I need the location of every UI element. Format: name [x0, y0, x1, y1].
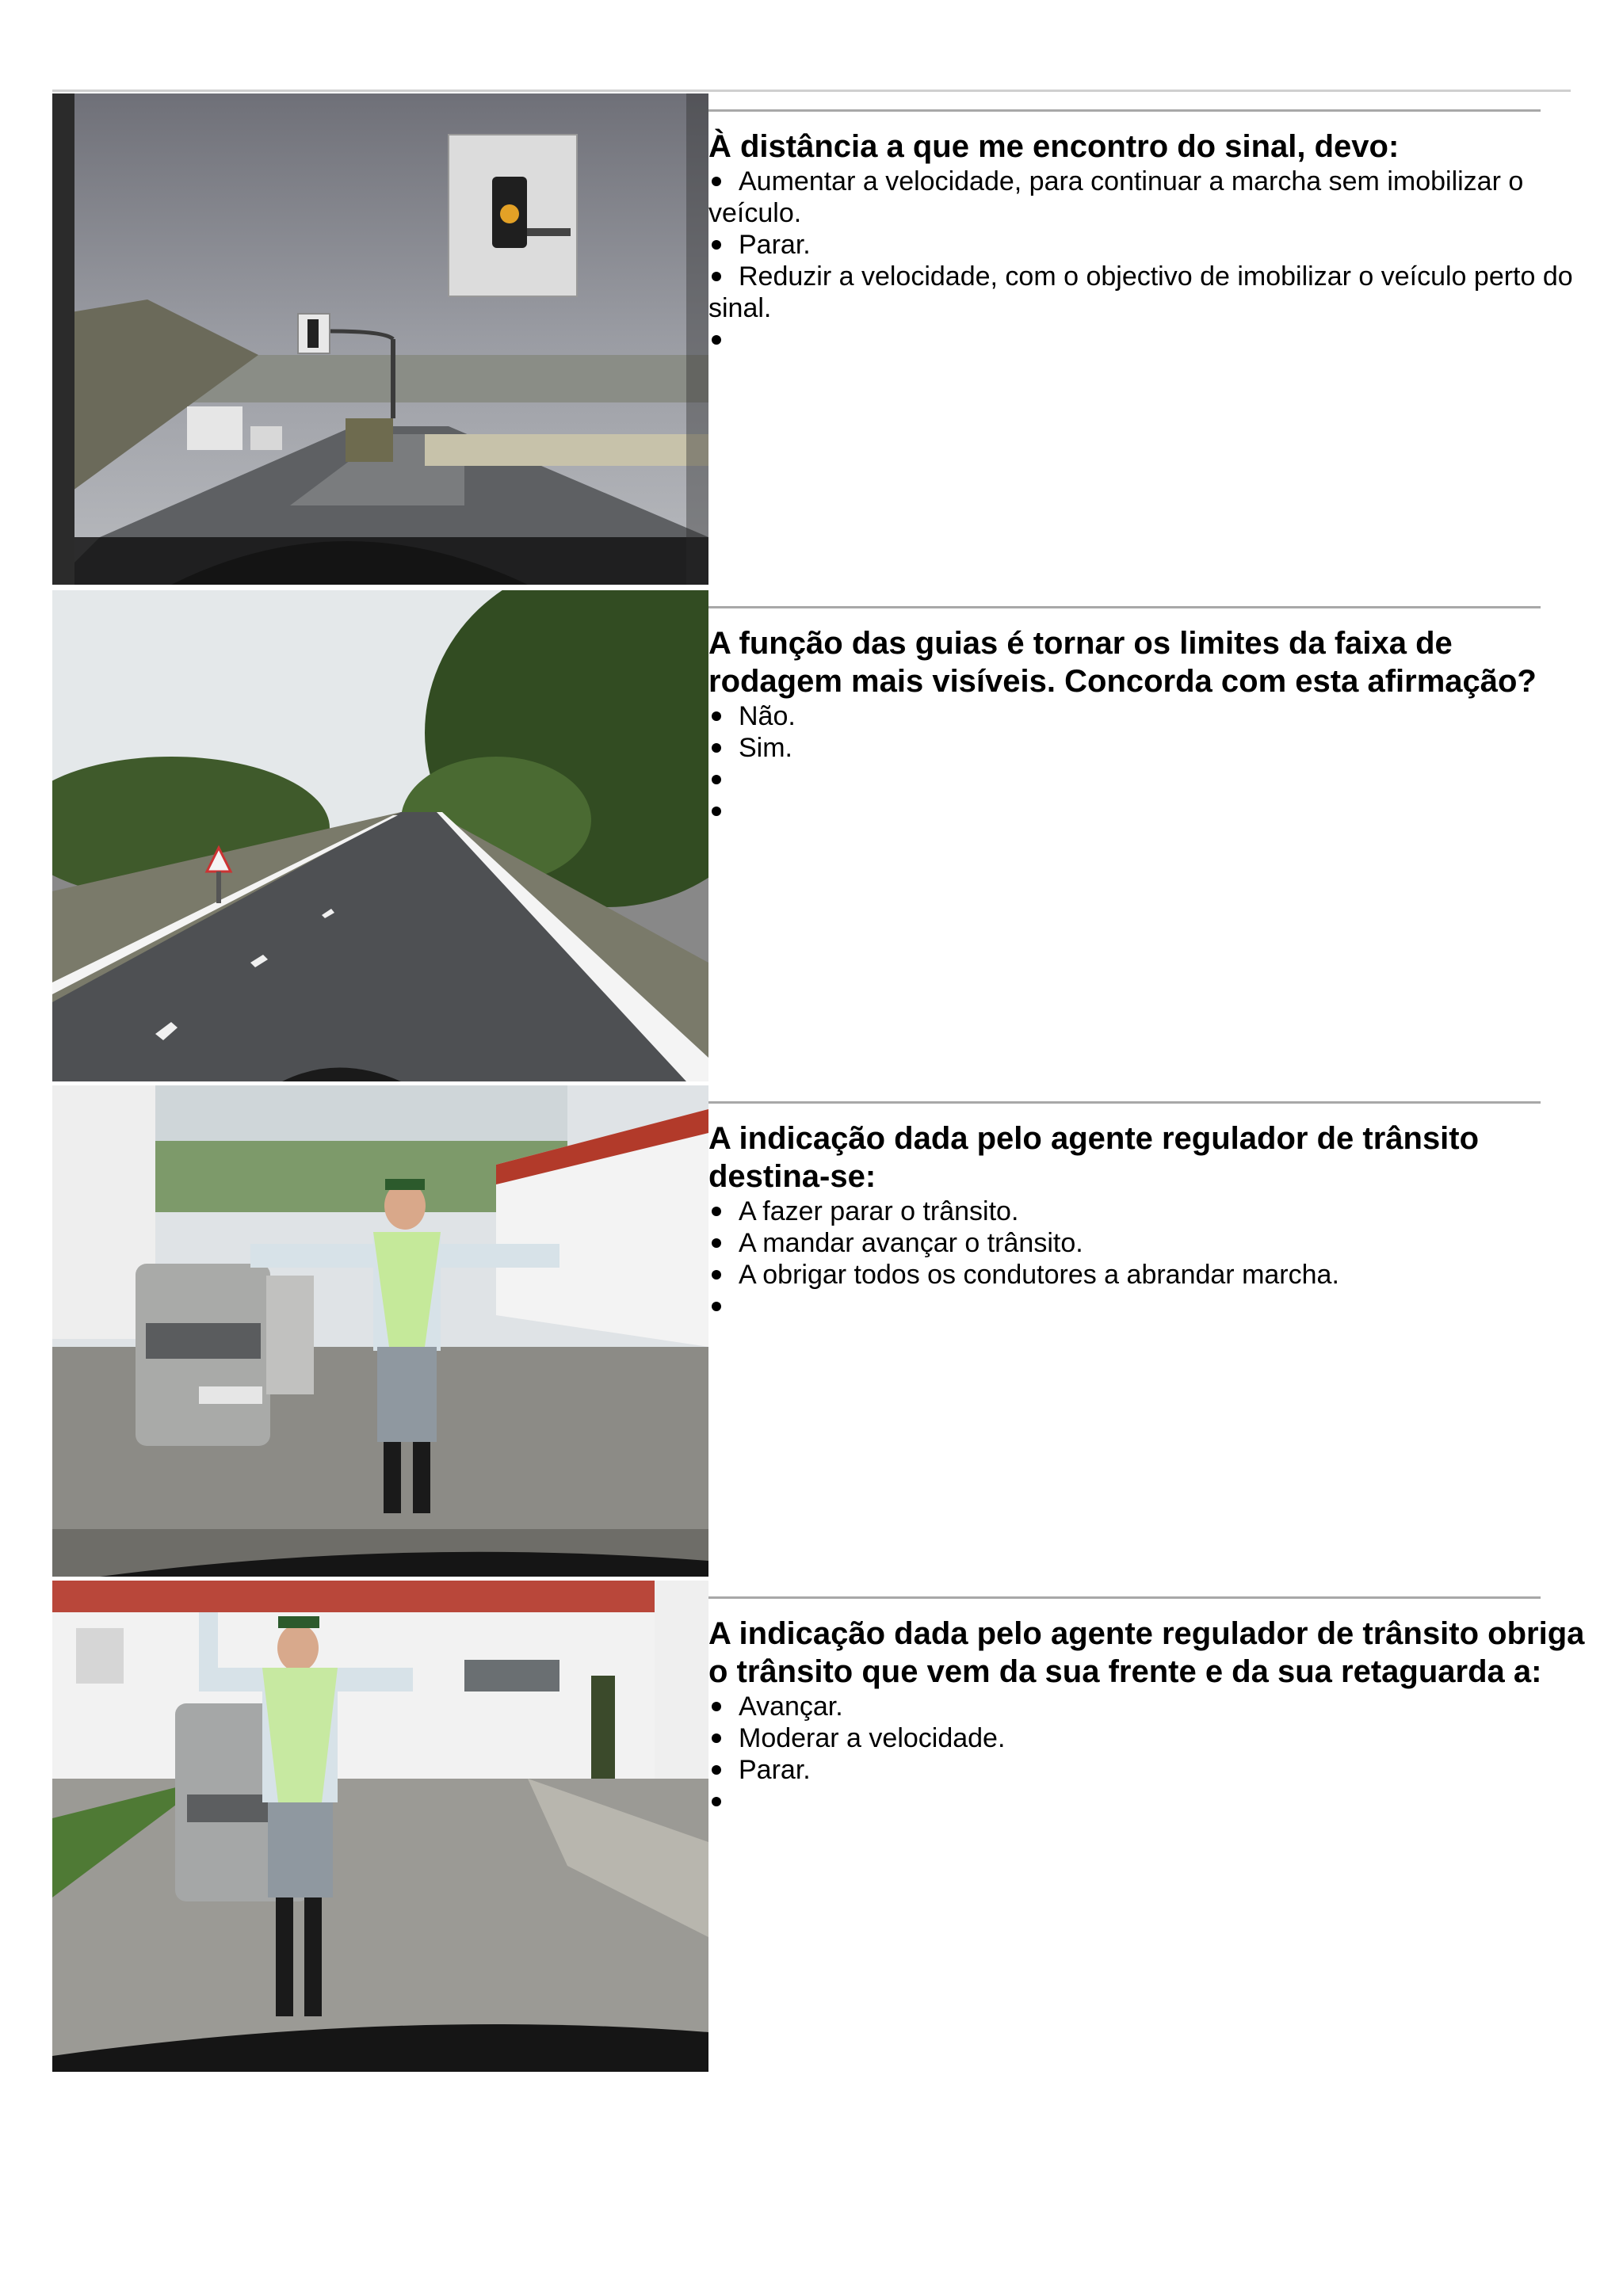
option-label: Avançar. — [739, 1691, 843, 1722]
bullet-icon — [712, 743, 721, 753]
bullet-icon — [712, 1797, 721, 1806]
question-1-photo — [52, 93, 708, 585]
question-3-title: A indicação dada pelo agente regulador de trânsito destina-se: — [708, 1121, 1480, 1194]
question-4-option-2[interactable] — [708, 1722, 1590, 1754]
option-label: Parar. — [739, 230, 811, 260]
question-3-photo — [52, 1085, 708, 1577]
question-2-text — [708, 590, 1590, 827]
question-1-option-2[interactable] — [708, 229, 1590, 261]
option-label: Não. — [739, 701, 796, 731]
option-label: Moderar a velocidade. — [739, 1723, 1006, 1753]
bullet-icon — [712, 1302, 721, 1311]
option-label: A fazer parar o trânsito. — [739, 1196, 1019, 1226]
question-3-options — [708, 1196, 1590, 1322]
question-2-option-1[interactable] — [708, 700, 1590, 732]
question-1-rule — [708, 109, 1541, 112]
question-3-text — [708, 1085, 1590, 1322]
option-label: Reduzir a velocidade, com o objectivo de imobilizar o veículo perto do sinal. — [708, 261, 1573, 323]
bullet-icon — [712, 335, 721, 345]
option-label: A mandar avançar o trânsito. — [739, 1228, 1083, 1258]
question-4-option-1[interactable] — [708, 1691, 1590, 1722]
option-label: Parar. — [739, 1755, 811, 1785]
bullet-icon — [712, 1238, 721, 1248]
question-2-option-4[interactable] — [708, 795, 1590, 827]
question-4-text — [708, 1581, 1590, 1817]
question-1-option-1[interactable] — [708, 166, 1590, 229]
option-label: Aumentar a velocidade, para continuar a marcha sem imobilizar o veículo. — [708, 166, 1524, 228]
question-card-3 — [52, 1085, 1571, 1581]
traffic-light-road-photo-image — [52, 93, 708, 585]
question-3-option-2[interactable] — [708, 1227, 1590, 1259]
question-2-rule — [708, 606, 1541, 608]
option-label: Sim. — [739, 733, 792, 763]
question-4-rule — [708, 1596, 1541, 1599]
option-label: A obrigar todos os condutores a abrandar marcha. — [739, 1260, 1339, 1290]
question-3-rule — [708, 1101, 1541, 1104]
bullet-icon — [712, 1733, 721, 1743]
bullet-icon — [712, 711, 721, 721]
question-4-options — [708, 1691, 1590, 1817]
traffic-officer-back-view-photo-image — [52, 1581, 708, 2072]
question-2-title: A função das guias é tornar os limites da faixa de rodagem mais visíveis. Concorda com esta afirmação? — [708, 626, 1537, 699]
question-4-photo — [52, 1581, 708, 2072]
road-edge-lines-photo-image — [52, 590, 708, 1081]
bullet-icon — [712, 775, 721, 784]
bullet-icon — [712, 1207, 721, 1216]
bullet-icon — [712, 240, 721, 250]
question-2-photo — [52, 590, 708, 1081]
question-2-option-3[interactable] — [708, 764, 1590, 795]
question-4-option-4[interactable] — [708, 1786, 1590, 1817]
question-2-options — [708, 700, 1590, 827]
question-4-option-3[interactable] — [708, 1754, 1590, 1786]
bullet-icon — [712, 177, 721, 186]
question-3-option-4[interactable] — [708, 1291, 1590, 1322]
question-1-option-3[interactable] — [708, 261, 1590, 324]
question-1-title: À distância a que me encontro do sinal, devo: — [708, 129, 1400, 164]
bullet-icon — [712, 272, 721, 281]
page-top-rule — [52, 90, 1571, 92]
traffic-officer-arms-horizontal-photo-image — [52, 1085, 708, 1577]
question-card-1 — [52, 93, 1571, 589]
question-3-option-1[interactable] — [708, 1196, 1590, 1227]
question-1-text — [708, 93, 1590, 356]
question-2-option-2[interactable] — [708, 732, 1590, 764]
question-card-4 — [52, 1581, 1585, 2076]
question-1-options — [708, 166, 1590, 356]
bullet-icon — [712, 1765, 721, 1775]
question-card-2 — [52, 590, 1571, 1085]
question-4-title: A indicação dada pelo agente regulador de trânsito obriga o trânsito que vem da sua frente e da sua retaguarda a: — [708, 1616, 1585, 1689]
bullet-icon — [712, 1702, 721, 1711]
question-3-option-3[interactable] — [708, 1259, 1590, 1291]
question-1-option-4[interactable] — [708, 324, 1590, 356]
bullet-icon — [712, 1270, 721, 1280]
bullet-icon — [712, 807, 721, 816]
